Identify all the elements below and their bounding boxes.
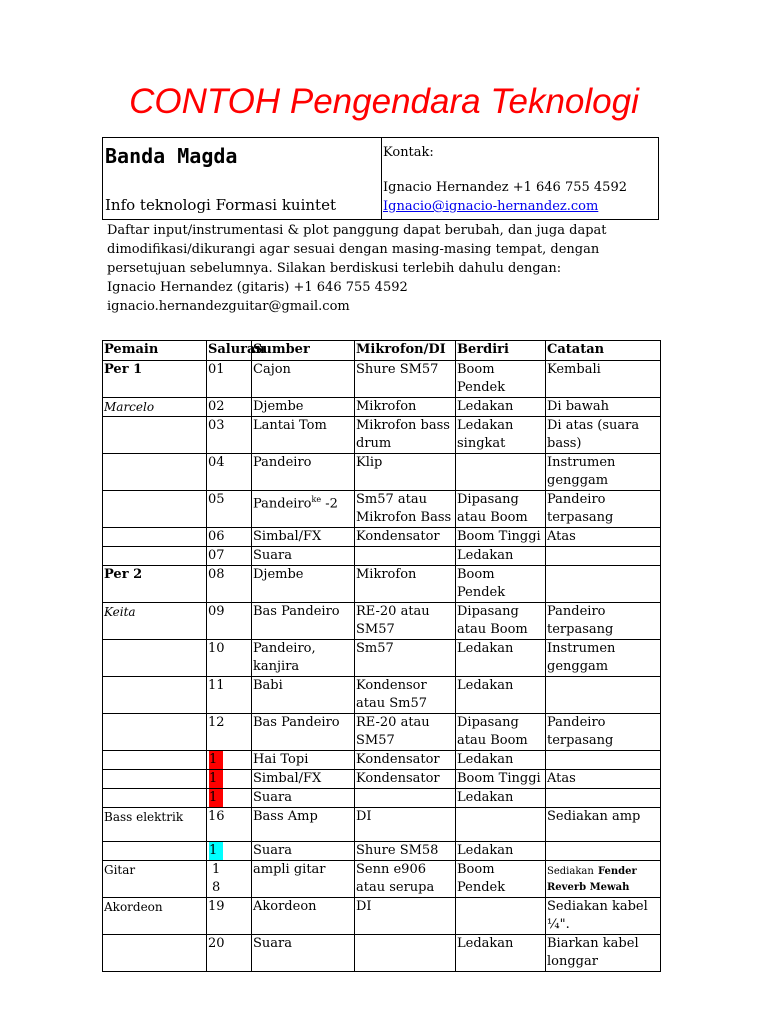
table-row <box>103 714 661 751</box>
stand-cell: Boom Pendek <box>456 361 546 398</box>
player-cell <box>103 751 207 770</box>
channel-cell: 08 <box>207 566 252 603</box>
channel-highlight: 1 <box>209 751 223 769</box>
channel-cell: 03 <box>207 417 252 454</box>
source-cell: Hai Topi <box>252 751 355 770</box>
stand-cell: Boom Pendek <box>456 566 546 603</box>
mic-cell: Senn e906 atau serupa <box>355 861 456 898</box>
table-row <box>103 603 661 640</box>
table-row <box>103 361 661 398</box>
source-cell: Pandeiro <box>252 454 355 491</box>
channel-cell: 10 <box>207 640 252 677</box>
note-cell: Atas <box>546 770 661 789</box>
table-row <box>103 935 661 972</box>
player-cell <box>103 842 207 861</box>
header-pemain: Pemain <box>103 341 207 361</box>
band-info: Info teknologi Formasi kuintet <box>105 196 336 214</box>
note-cell: Instrumen genggam <box>546 640 661 677</box>
mic-cell: Kondensator <box>355 751 456 770</box>
channel-cell: 05 <box>207 491 252 528</box>
channel-line: 1 <box>212 862 221 877</box>
mic-cell: RE-20 atau SM57 <box>355 714 456 751</box>
note-cell: Sediakan amp <box>546 808 661 842</box>
mic-cell: Shure SM58 <box>355 842 456 861</box>
source-cell: Cajon <box>252 361 355 398</box>
channel-cell <box>207 770 252 789</box>
channel-highlight: 1 <box>209 842 223 860</box>
source-cell: Bass Amp <box>252 808 355 842</box>
player-cell <box>103 770 207 789</box>
stand-cell: Ledakan <box>456 789 546 808</box>
source-cell: Babi <box>252 677 355 714</box>
player-cell <box>103 528 207 547</box>
stand-cell: Ledakan singkat <box>456 417 546 454</box>
stand-cell: Ledakan <box>456 751 546 770</box>
notes-line: ignacio.hernandezguitar@gmail.com <box>107 299 350 314</box>
contact-email-link[interactable]: Ignacio@ignacio-hernandez.com <box>383 199 599 214</box>
stand-cell: Ledakan <box>456 842 546 861</box>
mic-cell: Sm57 atau Mikrofon Bass <box>355 491 456 528</box>
channel-highlight: 1 <box>209 789 223 807</box>
note-cell: Biarkan kabel longgar <box>546 935 661 972</box>
channel-cell: 11 <box>207 677 252 714</box>
channel-cell: 01 <box>207 361 252 398</box>
notes-paragraph <box>107 221 667 316</box>
source-cell <box>252 491 355 528</box>
note-cell: Di bawah <box>546 398 661 417</box>
note-cell <box>546 789 661 808</box>
channel-highlight: 1 <box>209 770 223 788</box>
note-bold: Fender Reverb Mewah <box>547 866 637 893</box>
notes-line: dimodifikasi/dikurangi agar sesuai dengan masing-masing tempat, dengan <box>107 242 600 257</box>
table-row <box>103 808 661 842</box>
channel-cell: 06 <box>207 528 252 547</box>
page-title: CONTOH Pengendara Teknologi <box>129 82 639 121</box>
source-cell: Suara <box>252 547 355 566</box>
note-cell: Instrumen genggam <box>546 454 661 491</box>
stand-cell: Ledakan <box>456 547 546 566</box>
table-row <box>103 398 661 417</box>
mic-cell: DI <box>355 898 456 935</box>
header-catatan: Catatan <box>546 341 661 361</box>
stand-cell: Boom Tinggi <box>456 528 546 547</box>
note-cell: Sediakan kabel ¼". <box>546 898 661 935</box>
player-cell <box>103 935 207 972</box>
table-row <box>103 528 661 547</box>
source-cell: Simbal/FX <box>252 528 355 547</box>
mic-cell: Kondensator <box>355 770 456 789</box>
channel-cell: 20 <box>207 935 252 972</box>
table-row <box>103 677 661 714</box>
channel-cell: 19 <box>207 898 252 935</box>
header-mikrofon: Mikrofon/DI <box>355 341 456 361</box>
stand-cell: Boom Pendek <box>456 861 546 898</box>
input-list-table <box>102 340 661 972</box>
stand-cell: Ledakan <box>456 677 546 714</box>
notes-line: Ignacio Hernandez (gitaris) +1 646 755 4592 <box>107 280 408 295</box>
note-cell: Pandeiro terpasang <box>546 603 661 640</box>
stand-cell: Ledakan <box>456 935 546 972</box>
contact-label: Kontak: <box>383 145 434 160</box>
note-cell <box>546 751 661 770</box>
source-cell: Suara <box>252 935 355 972</box>
contact-phone: Ignacio Hernandez +1 646 755 4592 <box>383 180 627 195</box>
note-cell <box>546 677 661 714</box>
note-cell: Di atas (suara bass) <box>546 417 661 454</box>
player-cell <box>103 640 207 677</box>
table-row <box>103 898 661 935</box>
stand-cell: Dipasang atau Boom <box>456 603 546 640</box>
table-row <box>103 789 661 808</box>
stand-cell: Dipasang atau Boom <box>456 491 546 528</box>
channel-cell: 16 <box>207 808 252 842</box>
mic-cell: Klip <box>355 454 456 491</box>
source-cell: ampli gitar <box>252 861 355 898</box>
header-sumber: Sumber <box>252 341 355 361</box>
stand-cell <box>456 898 546 935</box>
stand-cell <box>456 454 546 491</box>
stand-cell: Ledakan <box>456 398 546 417</box>
header-saluran: Saluran <box>207 341 252 361</box>
channel-cell: 04 <box>207 454 252 491</box>
note-cell: Atas <box>546 528 661 547</box>
channel-cell: 12 <box>207 714 252 751</box>
player-cell <box>103 714 207 751</box>
channel-cell <box>207 751 252 770</box>
source-cell: Suara <box>252 842 355 861</box>
notes-line: persetujuan sebelumnya. Silakan berdiskusi terlebih dahulu dengan: <box>107 261 562 276</box>
player-cell: Marcelo <box>103 398 207 417</box>
mic-cell: Sm57 <box>355 640 456 677</box>
channel-cell <box>207 861 252 898</box>
stand-cell: Ledakan <box>456 640 546 677</box>
source-cell: Djembe <box>252 566 355 603</box>
band-name: Banda Magda <box>105 144 238 168</box>
mic-cell: Shure SM57 <box>355 361 456 398</box>
player-cell <box>103 677 207 714</box>
table-row <box>103 842 661 861</box>
source-cell: Bas Pandeiro <box>252 603 355 640</box>
header-box <box>102 137 659 220</box>
mic-cell <box>355 547 456 566</box>
player-cell <box>103 789 207 808</box>
notes-line: Daftar input/instrumentasi & plot panggung dapat berubah, dan juga dapat <box>107 223 607 238</box>
player-cell <box>103 491 207 528</box>
note-cell <box>546 842 661 861</box>
player-cell: Per 2 <box>103 566 207 603</box>
table-row <box>103 640 661 677</box>
table-row <box>103 861 661 898</box>
source-cell: Pandeiro, kanjira <box>252 640 355 677</box>
contact-cell <box>382 138 658 219</box>
source-cell: Bas Pandeiro <box>252 714 355 751</box>
table-row <box>103 417 661 454</box>
mic-cell <box>355 789 456 808</box>
source-cell: Suara <box>252 789 355 808</box>
note-cell <box>546 547 661 566</box>
note-cell: Kembali <box>546 361 661 398</box>
mic-cell: Kondensator <box>355 528 456 547</box>
mic-cell: Mikrofon <box>355 398 456 417</box>
channel-line: 8 <box>212 880 221 895</box>
note-cell: Pandeiro terpasang <box>546 714 661 751</box>
stand-cell <box>456 808 546 842</box>
table-row <box>103 547 661 566</box>
table-header-row <box>103 341 661 361</box>
stand-cell: Dipasang atau Boom <box>456 714 546 751</box>
header-berdiri: Berdiri <box>456 341 546 361</box>
player-cell: Keita <box>103 603 207 640</box>
mic-cell: RE-20 atau SM57 <box>355 603 456 640</box>
mic-cell: Mikrofon <box>355 566 456 603</box>
table-row <box>103 566 661 603</box>
mic-cell <box>355 935 456 972</box>
table-row <box>103 751 661 770</box>
player-cell: Bass elektrik <box>103 808 207 842</box>
source-cell: Akordeon <box>252 898 355 935</box>
source-text: Pandeiro <box>253 496 312 512</box>
mic-cell: Mikrofon bass drum <box>355 417 456 454</box>
note-cell <box>546 861 661 898</box>
mic-cell: Kondensor atau Sm57 <box>355 677 456 714</box>
source-superscript: ke <box>311 495 322 504</box>
note-cell <box>546 566 661 603</box>
channel-cell <box>207 789 252 808</box>
table-row <box>103 770 661 789</box>
player-cell <box>103 454 207 491</box>
player-cell: Per 1 <box>103 361 207 398</box>
stand-cell: Boom Tinggi <box>456 770 546 789</box>
note-text: Sediakan <box>547 866 594 877</box>
source-cell: Djembe <box>252 398 355 417</box>
channel-cell: 02 <box>207 398 252 417</box>
channel-cell: 09 <box>207 603 252 640</box>
channel-cell: 07 <box>207 547 252 566</box>
player-cell <box>103 417 207 454</box>
table-row <box>103 454 661 491</box>
source-suffix: -2 <box>321 496 338 512</box>
mic-cell: DI <box>355 808 456 842</box>
player-cell: Akordeon <box>103 898 207 935</box>
table-row <box>103 491 661 528</box>
source-cell: Simbal/FX <box>252 770 355 789</box>
player-cell: Gitar <box>103 861 207 898</box>
channel-cell <box>207 842 252 861</box>
band-info-cell <box>103 138 382 219</box>
note-cell: Pandeiro terpasang <box>546 491 661 528</box>
player-cell <box>103 547 207 566</box>
source-cell: Lantai Tom <box>252 417 355 454</box>
